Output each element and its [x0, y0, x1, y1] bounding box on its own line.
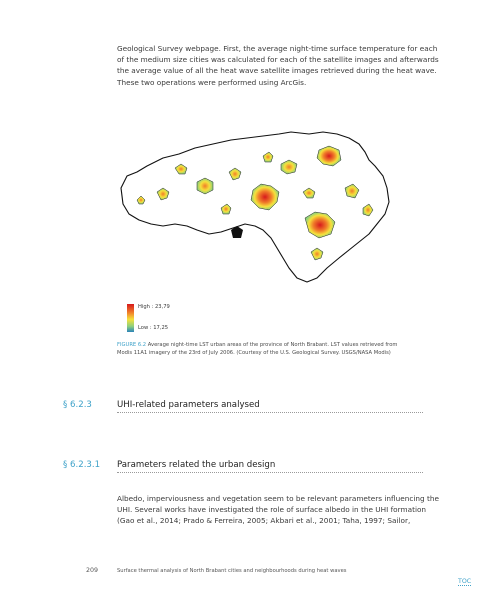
text-line: Geological Survey webpage. First, the average night-time surface temperature for each — [117, 44, 438, 53]
figure-caption — [117, 342, 427, 357]
page-number: 209 — [86, 567, 99, 574]
section-heading: UHI-related parameters analysed — [117, 400, 423, 413]
text-line: Albedo, imperviousness and vegetation seem to be relevant parameters influencing the — [117, 494, 439, 503]
toc-link[interactable]: TOC — [458, 578, 472, 585]
map-legend — [127, 304, 247, 338]
north-brabant-lst-map — [113, 128, 393, 283]
text-line: of the medium size cities was calculated for each of the satellite images and afterwards — [117, 55, 439, 65]
subsection-heading: Parameters related the urban design — [117, 460, 423, 473]
running-title: Surface thermal analysis of North Brabant cities and neighbourhoods during heat waves — [117, 568, 347, 574]
text-line: These two operations were performed using ArcGis. — [117, 77, 307, 87]
text-line: UHI. Several works have investigated the role of surface albedo in the UHI formation — [117, 505, 427, 515]
legend-color-ramp — [127, 304, 134, 332]
caption-text: Average night-time LST urban areas of the province of North Brabant. LST values retrieved from — [146, 342, 398, 348]
text-line: (Gao et al., 2014; Prado & Ferreira, 2005; Akbari et al., 2001; Taha, 1997; Sailor, — [117, 516, 411, 526]
figure-label: FIGURE 6.2 — [117, 342, 147, 348]
body-paragraph-urban-design — [117, 493, 439, 527]
text-line: the average value of all the heat wave satellite images retrieved during the heat wave. — [117, 66, 437, 76]
legend-low-label: Low : 17,25 — [138, 325, 169, 331]
legend-high-label: High : 23,79 — [138, 304, 170, 310]
caption-line — [117, 342, 427, 350]
subsection-number: § 6.2.3.1 — [63, 460, 101, 470]
caption-line: Modis 11A1 imagery of the 23rd of July 2006. (Courtesy of the U.S. Geological Survey. USGS/NASA Modis) — [117, 349, 391, 356]
section-number: § 6.2.3 — [63, 400, 92, 410]
province-outline — [121, 132, 389, 282]
body-paragraph-intro — [117, 43, 439, 88]
